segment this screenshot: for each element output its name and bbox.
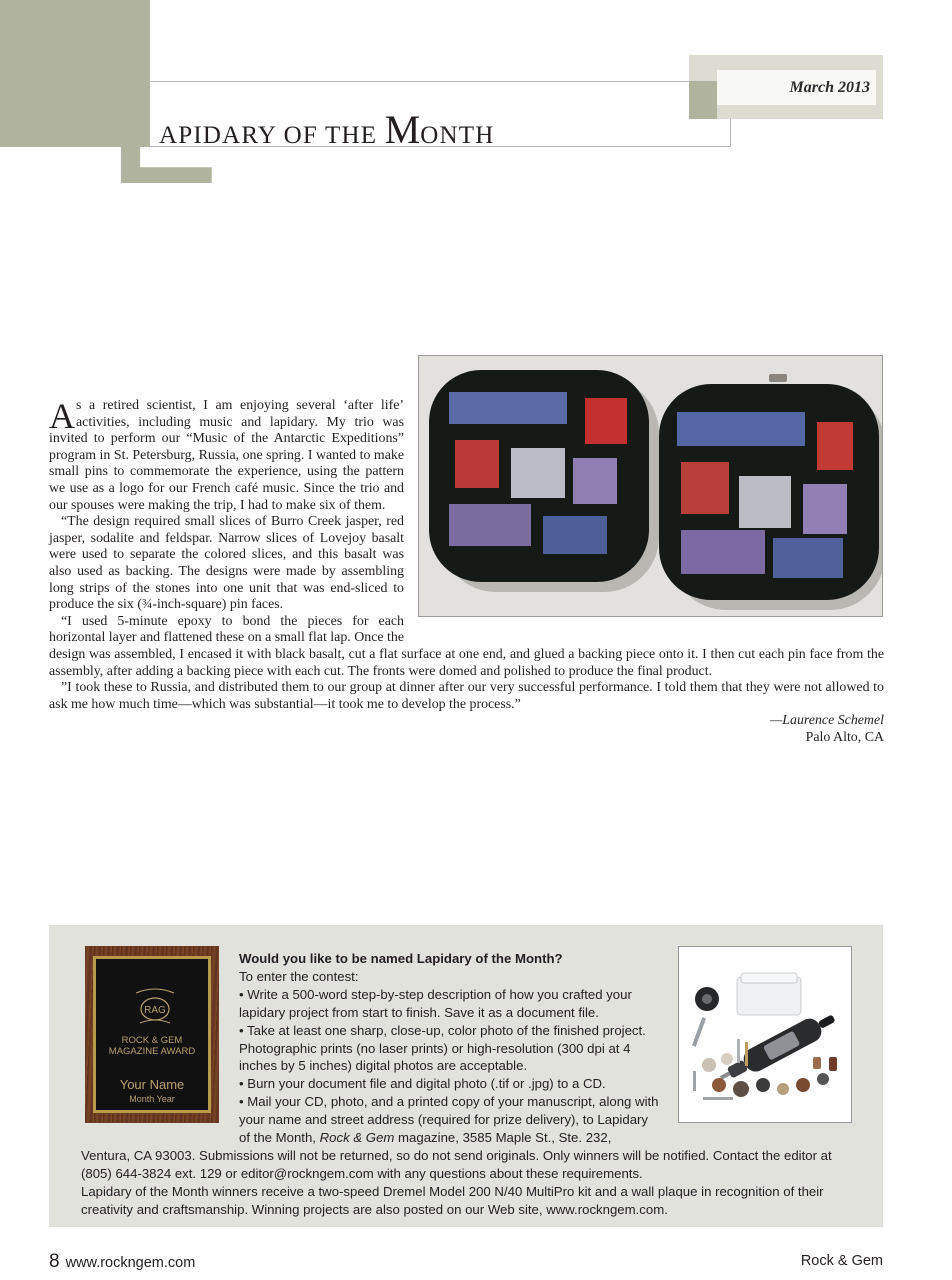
title-cap-letter: M — [384, 107, 421, 152]
mail-text-start: • Mail your CD, photo, and a printed copy of your manuscript, along with your name and street address (required for prize delivery), to Lapidary of the Month, — [239, 1094, 659, 1146]
plaque-name: Your Name — [119, 1077, 185, 1092]
footer-magazine-name: Rock & Gem — [800, 1253, 883, 1269]
issue-date: March 2013 — [789, 79, 870, 96]
contest-bullet-2: • Take at least one sharp, close-up, color photo of the finished project. Photographic prints (no laser prints) or high-resolution (300 dpi at 4 inches by 5 inches) digital photos are acceptable. — [239, 1022, 646, 1074]
article-body — [49, 398, 884, 746]
author-location: Palo Alto, CA — [805, 729, 884, 745]
title-part-2: ONTH — [420, 122, 495, 149]
page-title — [159, 106, 494, 153]
article-drop-cap: A — [49, 396, 75, 436]
photo-text-wrap — [404, 398, 884, 635]
contest-heading: Would you like to be named Lapidary of the Month? — [239, 951, 563, 966]
tools-text-wrap — [659, 950, 854, 1138]
footer-url: www.rockngem.com — [65, 1255, 196, 1271]
paragraph-text: s a retired scientist, I am enjoying several ‘after life’ activities, including music and lapidary. My trio was invited to perform our “Music of the Antarctic Expeditions” program in St. Petersburg, Russia, one spring. I wanted to make small pins to commemorate the experience, using the pattern we use as a logo for our French café music. Since the trio and our spouses were making the trip, I had to make six of them. — [49, 398, 404, 513]
author-name: —Laurence Schemel — [769, 713, 884, 729]
article-paragraph-4: ”I took these to Russia, and distributed them to our group at dinner after our very successful performance. I told them that they were not allowed to ask me how much time—which was substantial—it took me to develop the process.” — [49, 680, 884, 712]
contest-intro: To enter the contest: — [239, 968, 359, 984]
plaque-date: Month Year — [129, 1094, 175, 1104]
mail-text-end: magazine, 3585 Maple St., Ste. 232, Ventura, CA 93003. Submissions will not be returned, so do not send originals. Only winners will be notified. Contact the editor at (805) 644-3824 ext. 129 or editor@rockngem.com with any questions about these requirements. — [81, 1130, 832, 1181]
article-paragraph-2: “The design required small slices of Burro Creek jasper, red jasper, sodalite and feldspar. Narrow slices of Lovejoy basalt were used to separate the colored slices, and this basalt was also used as backing. The designs were made by assembling long strips of the stones into one unit that was end-sliced to produce the six (¾-inch-square) pin faces. — [49, 514, 404, 613]
plaque-logo-text: RAG — [144, 1005, 166, 1016]
plaque-text-wrap — [81, 950, 239, 1138]
contest-bullet-1: • Write a 500-word step-by-step description of how you crafted your lapidary project from start to finish. Save it as a document file. — [239, 986, 632, 1020]
page-number: 8 — [49, 1251, 60, 1272]
contest-prize: Lapidary of the Month winners receive a two-speed Dremel Model 200 N/40 MultiPro kit and a wall plaque in recognition of their creativity and craftsmanship. Winning projects are also posted on our Web site, www.rockngem.com. — [81, 1183, 824, 1217]
plaque-title-line-1: ROCK & GEM — [121, 1035, 183, 1046]
title-part-1: APIDARY OF THE — [159, 122, 385, 149]
contest-instructions — [81, 950, 854, 1219]
contest-bullet-3: • Burn your document file and digital photo (.tif or .jpg) to a CD. — [239, 1076, 606, 1092]
article-paragraph-3: “I used 5-minute epoxy to bond the pieces for each horizontal layer and flattened these on a small flat lap. Once the design was assembled, I encased it with black basalt, cut a flat surface at one end, and glued a backing piece onto it. I then cut each pin face from the assembly, after adding a backing piece with each cut. The fronts were domed and polished to produce the final product. — [49, 613, 884, 679]
footer-left — [49, 1251, 195, 1273]
article-signature — [49, 713, 884, 746]
mail-magazine-name: Rock & Gem — [319, 1130, 395, 1146]
title-drop-letter: L — [104, 0, 219, 227]
plaque-title-line-2: MAGAZINE AWARD — [108, 1046, 196, 1057]
date-tab-accent — [689, 81, 717, 119]
